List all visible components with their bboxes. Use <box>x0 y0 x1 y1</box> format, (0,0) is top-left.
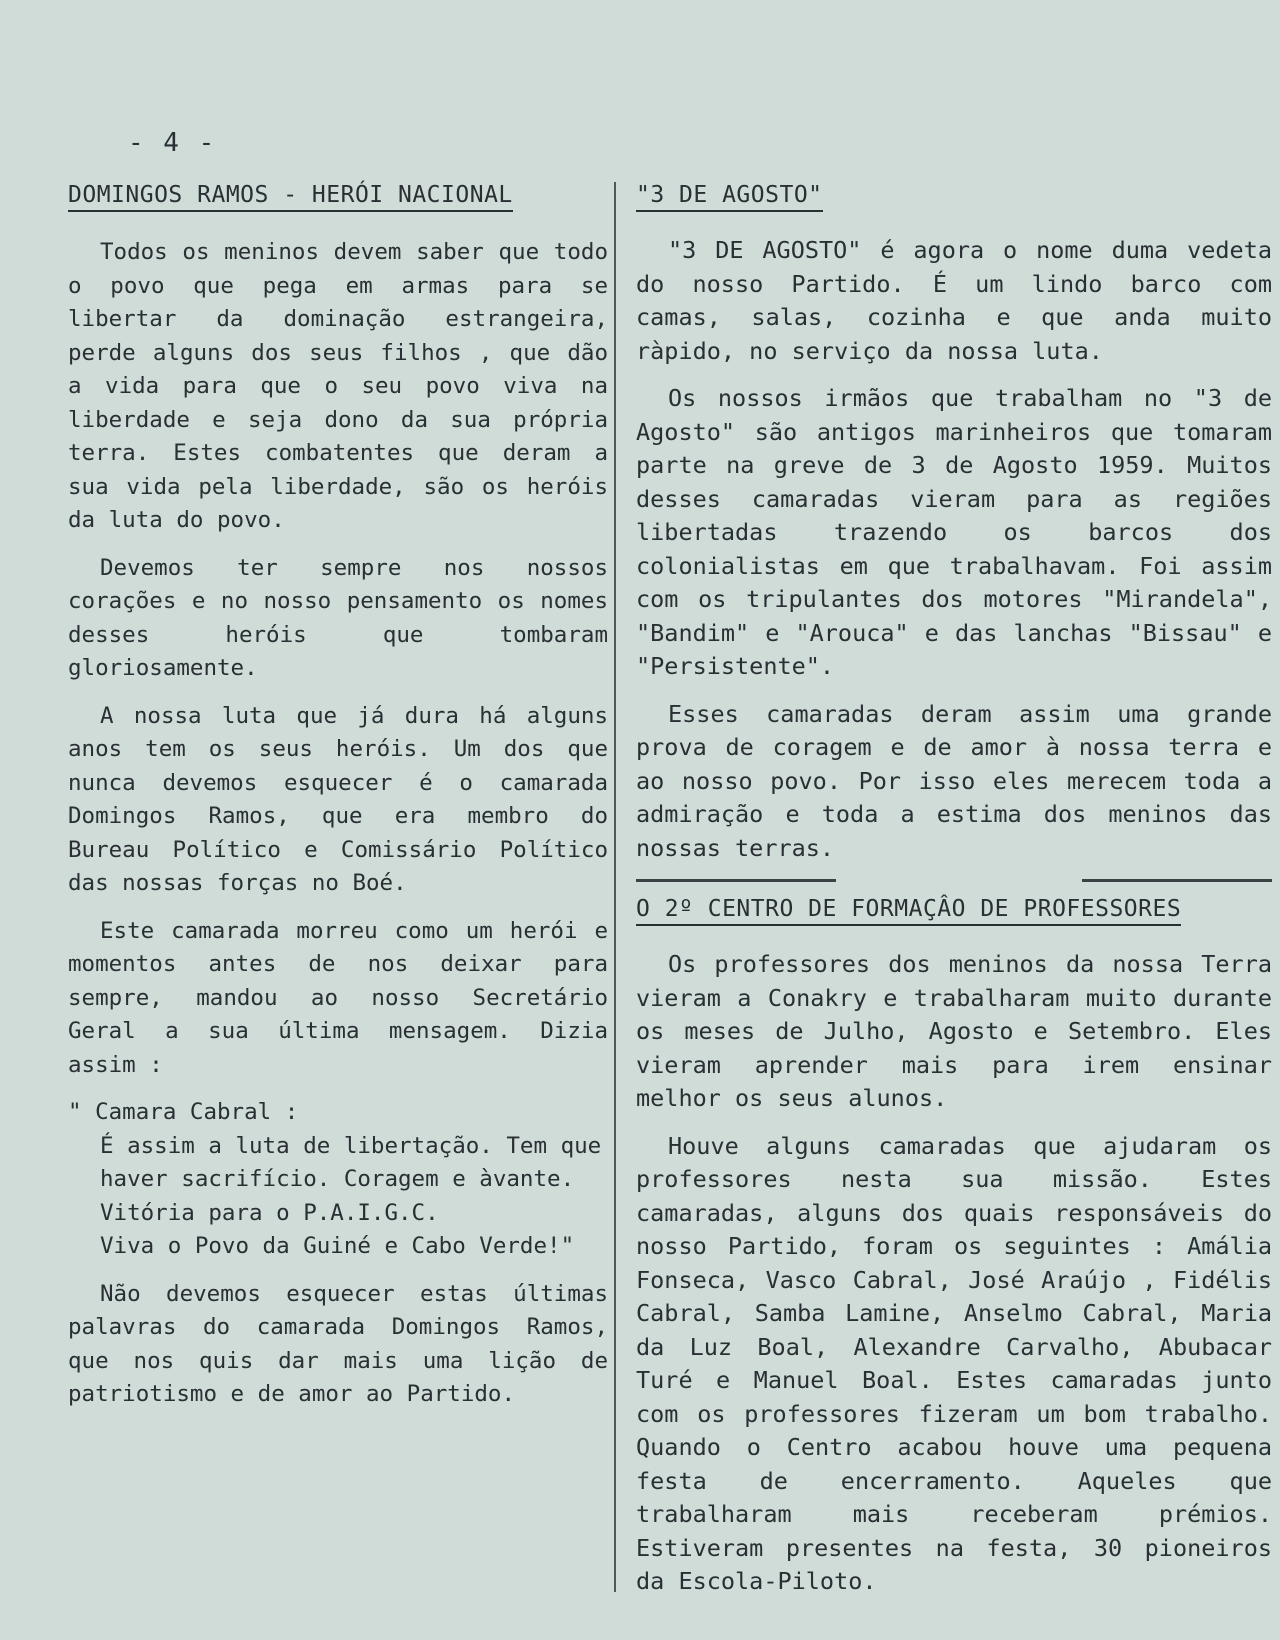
quote-line: " Camara Cabral : <box>68 1099 299 1125</box>
paragraph: Todos os meninos devem saber que todo o povo que pega em armas para se libertar da dominação estrangeira, perde alguns dos seus filhos , que dão a vida para que o seu povo viva na liberdade e seja dono da sua própria terra. Estes combatentes que deram a sua vida pela liberdade, são os heróis da luta do povo. <box>68 239 608 533</box>
paragraph: Os nossos irmãos que trabalham no "3 de Agosto" são antigos marinheiros que tomaram parte na greve de 3 de Agosto 1959. Muitos desses camaradas vieram para as regiões libertadas trazendo os barcos dos colonialistas em que trabalhavam. Foi assim com os tripulantes dos motores "Mirandela", "Bandim" e "Arouca" e das lanchas "Bissau" e "Persistente". <box>636 384 1272 680</box>
article-title-centro-formacao: O 2º CENTRO DE FORMAÇÂO DE PROFESSORES <box>636 896 1181 926</box>
column-divider <box>614 182 616 1592</box>
quote-line: É assim a luta de libertação. Tem que haver sacrifício. Coragem e àvante. <box>100 1132 602 1192</box>
quote-line: Viva o Povo da Guiné e Cabo Verde!" <box>100 1233 575 1259</box>
paragraph: A nossa luta que já dura há alguns anos tem os seus heróis. Um dos que nunca devemos esquecer é o camarada Domingos Ramos, que era membro do Bureau Político e Comissário Político das nossas forças no Boé. <box>68 702 608 896</box>
paragraph: Este camarada morreu como um herói e momentos antes de nos deixar para sempre, mandou ao nosso Secretário Geral a sua última mensagem. Dizia assim : <box>68 917 608 1078</box>
paragraph: "3 DE AGOSTO" é agora o nome duma vedeta do nosso Partido. É um lindo barco com camas, salas, cozinha e que anda muito ràpido, no serviço da nossa luta. <box>636 236 1272 365</box>
page-number: - 4 - <box>128 128 217 158</box>
article-title-3-de-agosto: "3 DE AGOSTO" <box>636 182 823 212</box>
last-message-quote <box>68 1096 608 1264</box>
paragraph: Os professores dos meninos da nossa Terra vieram a Conakry e trabalharam muito durante os meses de Julho, Agosto e Setembro. Eles vieram aprender mais para irem ensinar melhor os seus alunos. <box>636 950 1272 1112</box>
paragraph: Esses camaradas deram assim uma grande prova de coragem e de amor à nossa terra e ao nosso povo. Por isso eles merecem toda a admiração e toda a estima dos meninos das nossas terras. <box>636 699 1272 862</box>
right-column <box>636 182 1272 1613</box>
paragraph: Devemos ter sempre nos nossos corações e no nosso pensamento os nomes desses heróis que tombaram gloriosamente. <box>68 554 608 681</box>
quote-line: Vitória para o P.A.I.G.C. <box>100 1199 439 1226</box>
left-column <box>68 182 608 1426</box>
closing-paragraph: Não devemos esquecer estas últimas palavras do camarada Domingos Ramos, que nos quis dar mais uma lição de patriotismo e de amor ao Partido. <box>68 1280 608 1407</box>
article-title-domingos-ramos: DOMINGOS RAMOS - HERÓI NACIONAL <box>68 182 513 212</box>
paragraph: Houve alguns camaradas que ajudaram os professores nesta sua missão. Estes camaradas, alguns dos quais responsáveis do nosso Partido, foram os seguintes : Amália Fonseca, Vasco Cabral, José Araújo , Fidélis Cabral, Samba Lamine, Anselmo Cabral, Maria da Luz Boal, Alexandre Carvalho, Abubacar Turé e Manuel Boal. Estes camaradas junto com os professores fizeram um bom trabalho. Quando o Centro acabou houve uma pequena festa de encerramento. Aqueles que trabalharam mais receberam prémios. Estiveram presentes na festa, 30 pioneiros da Escola-Piloto. <box>636 1131 1272 1595</box>
section-separator <box>636 879 1272 882</box>
